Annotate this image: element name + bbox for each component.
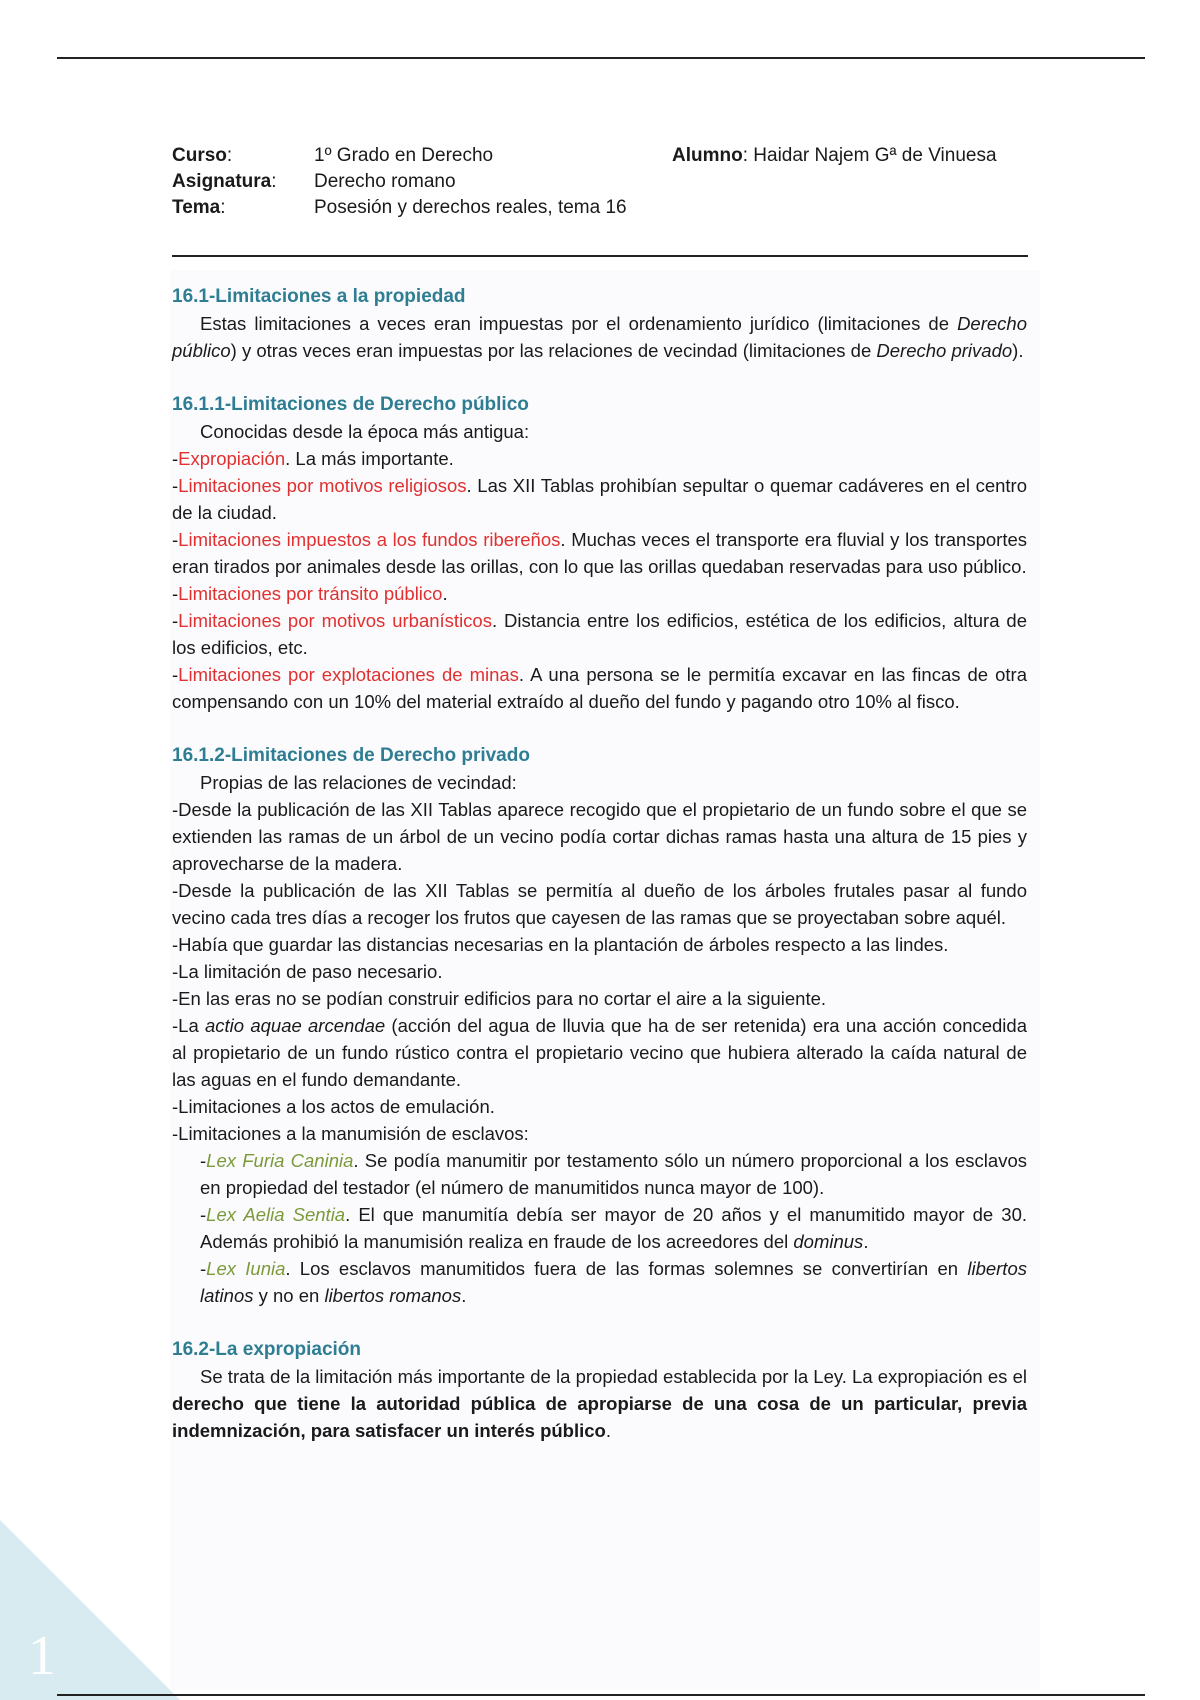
curso-value: 1º Grado en Derecho [314, 145, 494, 166]
document-header [172, 143, 627, 221]
section-heading-16-2: 16.2-La expropiación [172, 1339, 362, 1360]
list-item: -Limitaciones por motivos religiosos. Las XII Tablas prohibían sepultar o quemar cadáveres en el centro de la ciudad. [172, 475, 1027, 523]
tema-label: Tema [172, 197, 221, 218]
document-body [172, 283, 1027, 1444]
paragraph: Propias de las relaciones de vecindad: [200, 772, 517, 793]
list-item: -Limitaciones a la manumisión de esclavos: [172, 1123, 529, 1144]
section-heading-16-1: 16.1-Limitaciones a la propiedad [172, 286, 466, 307]
list-item: -La actio aquae arcendae (acción del agua de lluvia que ha de ser retenida) era una acción concedida al propietario de un fundo rústico contra el propietario vecino que hubiera alterado la caída natural de las aguas en el fundo demandante. [172, 1015, 1027, 1090]
list-item: -Limitaciones por tránsito público. [172, 583, 448, 604]
sub-list-item: -Lex Furia Caninia. Se podía manumitir por testamento sólo un número proporcional a los esclavos en propiedad del testador (el número de manumitidos nunca mayor de 100). [200, 1150, 1027, 1198]
list-item: -Desde la publicación de las XII Tablas aparece recogido que el propietario de un fundo sobre el que se extienden las ramas de un árbol de un vecino podía cortar dichas ramas hasta una altura de 15 pies y aprovecharse de la madera. [172, 799, 1027, 874]
list-item: -En las eras no se podían construir edificios para no cortar el aire a la siguiente. [172, 988, 827, 1009]
alumno-label: Alumno [672, 145, 743, 166]
header-rule [172, 255, 1028, 257]
paragraph: Conocidas desde la época más antigua: [200, 421, 530, 442]
asignatura-row: Asignatura: Derecho romano [172, 169, 627, 195]
list-item: -La limitación de paso necesario. [172, 961, 443, 982]
asignatura-value: Derecho romano [314, 171, 456, 192]
list-item: -Limitaciones impuestos a los fundos ribereños. Muchas veces el transporte era fluvial y los transportes eran tirados por animales desde las orillas, con lo que las orillas quedaban reservadas para uso público. [172, 529, 1027, 577]
list-item: -Había que guardar las distancias necesarias en la plantación de árboles respecto a las lindes. [172, 934, 949, 955]
section-heading-16-1-2: 16.1.2-Limitaciones de Derecho privado [172, 745, 530, 766]
corner-decoration [0, 1520, 180, 1700]
list-item: -Desde la publicación de las XII Tablas se permitía al dueño de los árboles frutales pasar al fundo vecino cada tres días a recoger los frutos que cayesen de las ramas que se proyectaban sobre aquél. [172, 880, 1027, 928]
list-item: -Limitaciones a los actos de emulación. [172, 1096, 495, 1117]
tema-value: Posesión y derechos reales, tema 16 [314, 197, 627, 218]
paragraph: Se trata de la limitación más importante de la propiedad establecida por la Ley. La expropiación es el derecho que tiene la autoridad pública de apropiarse de una cosa de un particular, previa indemnización, para satisfacer un interés público. [172, 1366, 1027, 1441]
sub-list-item: -Lex Iunia. Los esclavos manumitidos fuera de las formas solemnes se convertirían en libertos latinos y no en libertos romanos. [200, 1258, 1027, 1306]
section-heading-16-1-1: 16.1.1-Limitaciones de Derecho público [172, 394, 529, 415]
paragraph: Estas limitaciones a veces eran impuestas por el ordenamiento jurídico (limitaciones de Derecho público) y otras veces eran impuestas por las relaciones de vecindad (limitaciones de Derecho privado). [172, 313, 1027, 361]
sub-list-item: -Lex Aelia Sentia. El que manumitía debía ser mayor de 20 años y el manumitido mayor de 30. Además prohibió la manumisión realiza en fraude de los acreedores del dominus. [200, 1204, 1028, 1252]
curso-row: Curso: 1º Grado en Derecho [172, 143, 627, 169]
list-item: -Limitaciones por explotaciones de minas. A una persona se le permitía excavar en las fincas de otra compensando con un 10% del material extraído al dueño del fundo y pagando otro 10% al fisco. [172, 664, 1027, 712]
page-number: 1 [28, 1625, 56, 1687]
top-rule [57, 57, 1145, 59]
bottom-rule [57, 1694, 1145, 1696]
list-item: -Expropiación. La más importante. [172, 448, 454, 469]
tema-row: Tema: Posesión y derechos reales, tema 16 [172, 195, 627, 221]
list-item: -Limitaciones por motivos urbanísticos. Distancia entre los edificios, estética de los edificios, altura de los edificios, etc. [172, 610, 1028, 658]
alumno-value: Haidar Najem Gª de Vinuesa [753, 145, 997, 166]
curso-label: Curso [172, 145, 227, 166]
asignatura-label: Asignatura [172, 171, 272, 192]
alumno-block: Alumno: Haidar Najem Gª de Vinuesa [672, 145, 997, 166]
